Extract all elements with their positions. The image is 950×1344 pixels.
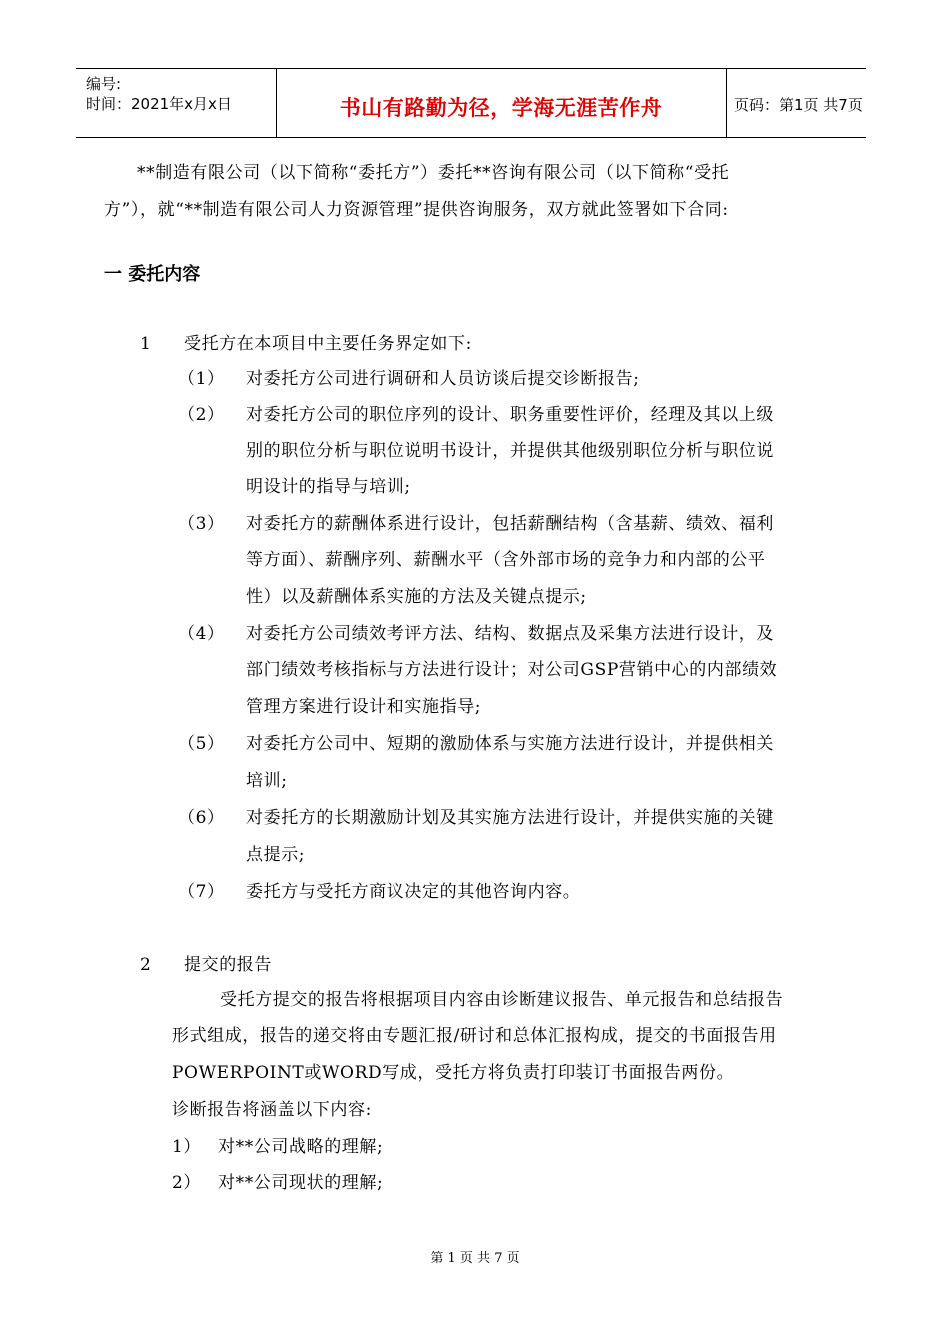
sub-item-line: 对委托方的薪酬体系进行设计，包括薪酬结构（含基薪、绩效、福利 <box>246 514 774 534</box>
diagnosis-intro: 诊断报告将涵盖以下内容: <box>172 1100 372 1120</box>
sub-item-line: 对委托方的长期激励计划及其实施方法进行设计，并提供实施的关键 <box>246 808 774 828</box>
diagnosis-item-text: 对**公司现状的理解; <box>218 1173 384 1193</box>
sub-item-line: 明设计的指导与培训; <box>246 477 411 497</box>
item-1-number: 1 <box>140 334 152 354</box>
header-motto-cell <box>276 69 727 137</box>
sub-item-line: 等方面）、薪酬序列、薪酬水平（含外部市场的竞争力和内部的公平 <box>246 550 766 570</box>
section-heading-1: 一 委托内容 <box>104 264 201 285</box>
sub-item-number: （2） <box>178 405 225 425</box>
sub-item-line: 对委托方公司的职位序列的设计、职务重要性评价，经理及其以上级 <box>246 405 774 425</box>
header-page-number: 页码：第1页 共7页 <box>734 96 863 114</box>
intro-line-2: 方”），就“**制造有限公司人力资源管理”提供咨询服务，双方就此签署如下合同: <box>104 200 729 220</box>
item-1-text: 受托方在本项目中主要任务界定如下: <box>184 334 472 354</box>
sub-item-line: 性）以及薪酬体系实施的方法及关键点提示; <box>246 587 587 607</box>
sub-item-number: （6） <box>178 808 225 828</box>
sub-item-line: 部门绩效考核指标与方法进行设计；对公司GSP营销中心的内部绩效 <box>246 660 778 680</box>
header-page-cell <box>726 69 866 137</box>
item-2-paragraph-line: POWERPOINT或WORD写成，受托方将负责打印装订书面报告两份。 <box>172 1063 735 1083</box>
sub-item-number: （5） <box>178 734 225 754</box>
sub-item-line: 管理方案进行设计和实施指导; <box>246 697 482 717</box>
item-2-paragraph-line: 形式组成，报告的递交将由专题汇报/研讨和总体汇报构成，提交的书面报告用 <box>172 1026 777 1046</box>
page-footer: 第 1 页 共 7 页 <box>430 1251 520 1266</box>
sub-item-line: 培训; <box>246 771 288 791</box>
item-2-paragraph-line: 受托方提交的报告将根据项目内容由诊断建议报告、单元报告和总结报告 <box>220 990 784 1010</box>
sub-item-line: 委托方与受托方商议决定的其他咨询内容。 <box>246 882 581 902</box>
sub-item-number: （1） <box>178 369 225 389</box>
sub-item-line: 别的职位分析与职位说明书设计，并提供其他级别职位分析与职位说 <box>246 441 774 461</box>
sub-item-number: （3） <box>178 514 225 534</box>
sub-item-number: （4） <box>178 624 225 644</box>
sub-item-line: 对委托方公司进行调研和人员访谈后提交诊断报告; <box>246 369 640 389</box>
header-motto: 书山有路勤为径，学海无涯苦作舟 <box>339 96 663 120</box>
doc-number-label: 编号: <box>86 75 122 93</box>
doc-time-label: 时间：2021年x月x日 <box>86 95 232 113</box>
sub-item-line: 对委托方公司中、短期的激励体系与实施方法进行设计，并提供相关 <box>246 734 774 754</box>
intro-line-1: **制造有限公司（以下简称“委托方”）委托**咨询有限公司（以下简称“受托 <box>137 163 730 183</box>
diagnosis-item-number: 2） <box>172 1173 202 1193</box>
sub-item-number: （7） <box>178 882 225 902</box>
header-meta-cell <box>76 69 277 137</box>
sub-item-line: 对委托方公司绩效考评方法、结构、数据点及采集方法进行设计，及 <box>246 624 774 644</box>
diagnosis-item-text: 对**公司战略的理解; <box>218 1137 384 1157</box>
diagnosis-item-number: 1） <box>172 1137 202 1157</box>
item-2-title: 提交的报告 <box>184 955 272 975</box>
page-header <box>76 68 866 138</box>
item-2-number: 2 <box>140 955 152 975</box>
sub-item-line: 点提示; <box>246 845 306 865</box>
